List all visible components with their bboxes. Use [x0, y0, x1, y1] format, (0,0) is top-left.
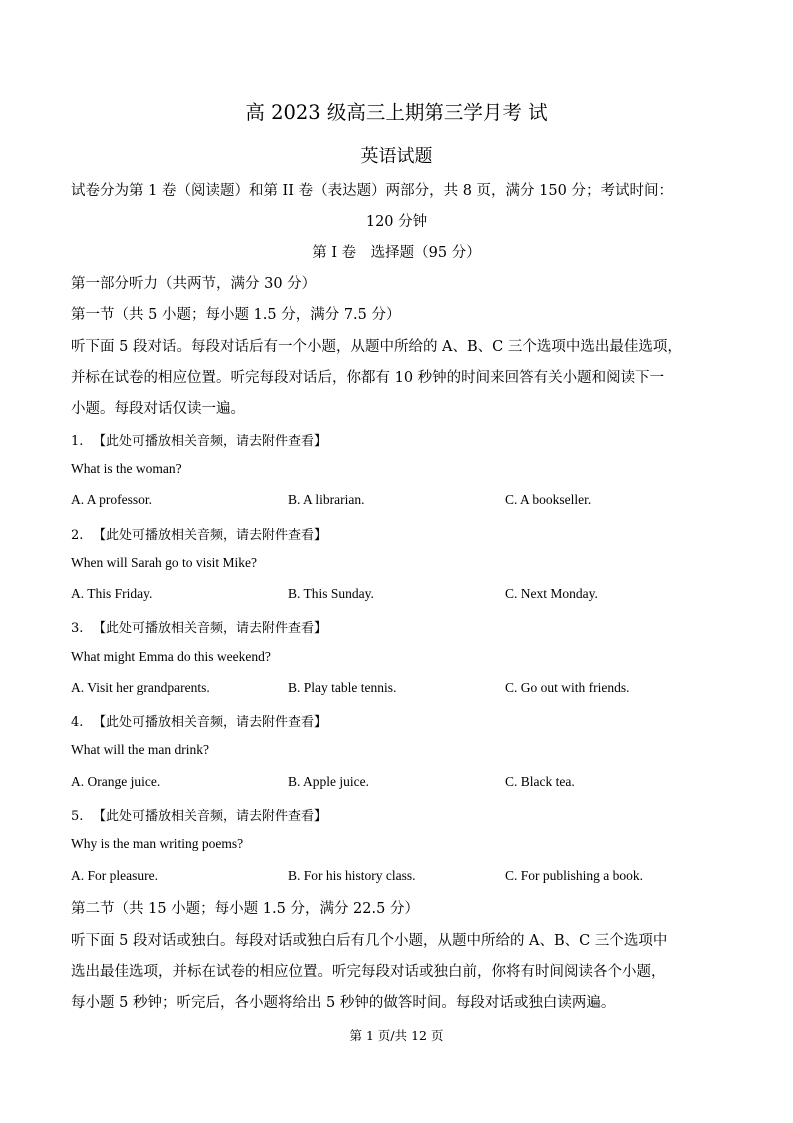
question-4-option-b[interactable]: B. Apple juice. [288, 774, 369, 789]
question-3-audio-note [71, 617, 327, 636]
question-5-option-c[interactable]: C. For publishing a book. [505, 868, 644, 883]
question-1-option-a[interactable]: A. A professor. [71, 492, 152, 507]
question-1-text: What is the woman? [71, 461, 182, 476]
audio-note: 【此处可播放相关音频，请去附件查看】 [93, 809, 328, 824]
section2-instruction-line-2: 选出最佳选项，并标在试卷的相应位置。听完每段对话或独白前，你将有时间阅读各个小题， [71, 964, 666, 980]
question-2-option-c[interactable]: C. Next Monday. [505, 586, 598, 601]
question-2-text: When will Sarah go to visit Mike? [71, 555, 257, 570]
question-3-option-c[interactable]: C. Go out with friends. [505, 680, 630, 695]
part1-title: 第一部分听力（共两节，满分 30 分） [71, 276, 317, 292]
question-1-number: 1. [71, 434, 84, 449]
question-2-audio-note [71, 524, 327, 543]
question-3-option-a[interactable]: A. Visit her grandparents. [71, 680, 210, 695]
question-3-number: 3. [71, 621, 84, 636]
audio-note: 【此处可播放相关音频，请去附件查看】 [93, 528, 328, 543]
question-2-option-a[interactable]: A. This Friday. [71, 586, 153, 601]
section1-instruction-line-1: 听下面 5 段对话。每段对话后有一个小题，从题中所给的 A、B、C 三个选项中选出最佳选项， [71, 339, 682, 355]
intro-line-2: 120 分钟 [365, 214, 428, 230]
question-3-text: What might Emma do this weekend? [71, 649, 271, 664]
question-5-text: Why is the man writing poems? [71, 836, 244, 851]
audio-note: 【此处可播放相关音频，请去附件查看】 [93, 621, 328, 636]
question-5-number: 5. [71, 809, 84, 824]
question-5-option-a[interactable]: A. For pleasure. [71, 868, 158, 883]
section1-title: 第一节（共 5 小题；每小题 1.5 分，满分 7.5 分） [71, 307, 401, 323]
section2-title: 第二节（共 15 小题；每小题 1.5 分，满分 22.5 分） [71, 901, 419, 917]
question-4-option-c[interactable]: C. Black tea. [505, 774, 575, 789]
question-3-option-b[interactable]: B. Play table tennis. [288, 680, 397, 695]
question-5-option-b[interactable]: B. For his history class. [288, 868, 416, 883]
exam-title: 高 2023 级高三上期第三学月考 试 [245, 101, 548, 124]
subject-title: 英语试题 [360, 146, 433, 167]
section2-instruction-line-1: 听下面 5 段对话或独白。每段对话或独白后有几个小题，从题中所给的 A、B、C 三个选项中 [71, 933, 668, 949]
question-5-audio-note [71, 805, 327, 824]
question-4-option-a[interactable]: A. Orange juice. [71, 774, 161, 789]
question-4-audio-note [71, 711, 327, 730]
section2-instruction-line-3: 每小题 5 秒钟；听完后，各小题将给出 5 秒钟的做答时间。每段对话或独白读两遍。 [71, 995, 616, 1011]
question-4-number: 4. [71, 715, 84, 730]
question-1-option-c[interactable]: C. A bookseller. [505, 492, 592, 507]
question-1-option-b[interactable]: B. A librarian. [288, 492, 365, 507]
question-4-text: What will the man drink? [71, 742, 209, 757]
question-2-number: 2. [71, 528, 84, 543]
audio-note: 【此处可播放相关音频，请去附件查看】 [93, 434, 328, 449]
audio-note: 【此处可播放相关音频，请去附件查看】 [93, 715, 328, 730]
question-1-audio-note [71, 430, 327, 449]
question-2-option-b[interactable]: B. This Sunday. [288, 586, 374, 601]
section1-instruction-line-3: 小题。每段对话仅读一遍。 [71, 401, 245, 417]
section1-instruction-line-2: 并标在试卷的相应位置。听完每段对话后，你都有 10 秒钟的时间来回答有关小题和阅读下一 [71, 370, 665, 386]
intro-line-1: 试卷分为第 1 卷（阅读题）和第 II 卷（表达题）两部分，共 8 页，满分 150 分；考试时间： [71, 183, 673, 199]
page-footer: 第 1 页/共 12 页 [349, 1028, 444, 1043]
volume-title: 第 I 卷 选择题（95 分） [312, 245, 481, 261]
